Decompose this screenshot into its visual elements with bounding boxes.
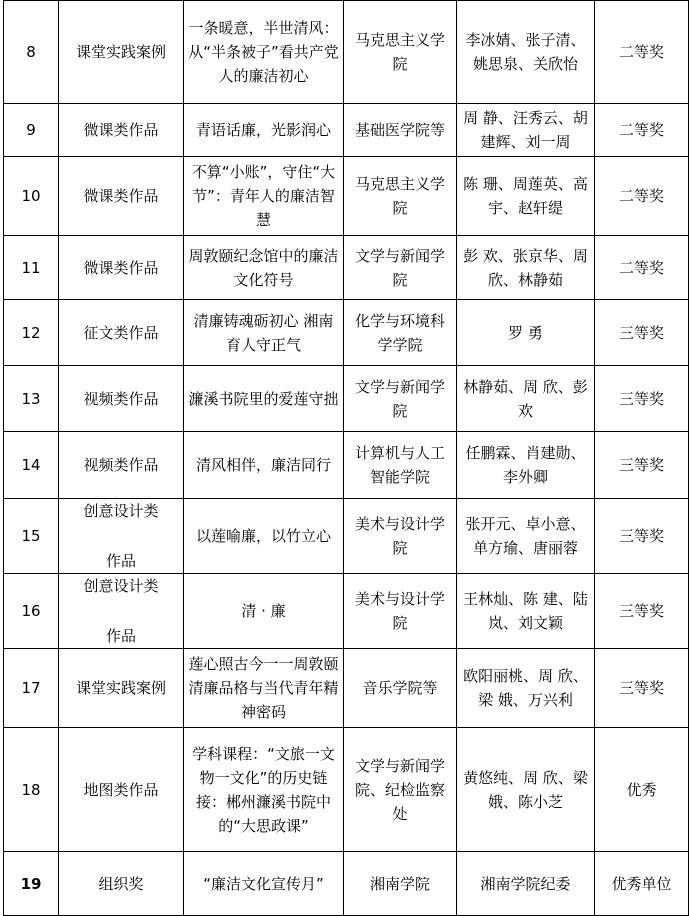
unit-cell: 音乐学院等 — [344, 649, 457, 728]
members-cell: 湘南学院纪委 — [457, 852, 595, 916]
category-cell: 课堂实践案例 — [59, 649, 184, 728]
table-row — [4, 852, 689, 916]
category-cell: 组织奖 — [59, 852, 184, 916]
category-line-1: 创意设计类 — [83, 577, 159, 595]
row-number: 13 — [4, 366, 59, 432]
title-cell: 清风相伴，廉洁同行 — [184, 432, 344, 499]
award-cell: 二等奖 — [595, 1, 689, 104]
award-cell: 三等奖 — [595, 300, 689, 366]
row-number: 9 — [4, 104, 59, 157]
members-cell: 黄悠纯、周 欣、梁 娥、陈小芝 — [457, 728, 595, 852]
table-row — [4, 366, 689, 432]
row-number: 12 — [4, 300, 59, 366]
unit-cell: 化学与环境科学学院 — [344, 300, 457, 366]
award-cell: 二等奖 — [595, 157, 689, 236]
award-cell: 二等奖 — [595, 104, 689, 157]
unit-cell: 湘南学院 — [344, 852, 457, 916]
row-number: 11 — [4, 236, 59, 300]
unit-cell: 美术与设计学院 — [344, 574, 457, 649]
category-cell: 视频类作品 — [59, 366, 184, 432]
table-row — [4, 499, 689, 574]
category-cell: 微课类作品 — [59, 236, 184, 300]
members-cell: 任鹏霖、肖建勋、李外卿 — [457, 432, 595, 499]
table-row — [4, 1, 689, 104]
row-number: 15 — [4, 499, 59, 574]
row-number: 14 — [4, 432, 59, 499]
table-row — [4, 728, 689, 852]
members-cell: 彭 欢、张京华、周 欣、林静茹 — [457, 236, 595, 300]
category-cell: 微课类作品 — [59, 157, 184, 236]
category-cell: 地图类作品 — [59, 728, 184, 852]
table-row — [4, 104, 689, 157]
award-cell: 二等奖 — [595, 236, 689, 300]
unit-cell: 文学与新闻学院 — [344, 366, 457, 432]
members-cell: 周 静、汪秀云、胡建辉、刘一周 — [457, 104, 595, 157]
title-cell: 不算“小账”，守住“大节”：青年人的廉洁智慧 — [184, 157, 344, 236]
category-cell: 课堂实践案例 — [59, 1, 184, 104]
row-number: 8 — [4, 1, 59, 104]
members-cell: 张开元、卓小意、单方瑜、唐丽蓉 — [457, 499, 595, 574]
category-cell: 征文类作品 — [59, 300, 184, 366]
category-cell — [59, 499, 184, 574]
category-line-2: 作品 — [105, 627, 136, 645]
members-cell: 王林灿、陈 建、陆 岚、刘文颖 — [457, 574, 595, 649]
row-number: 16 — [4, 574, 59, 649]
unit-cell: 马克思主义学院 — [344, 157, 457, 236]
award-cell: 优秀单位 — [595, 852, 689, 916]
members-cell: 欧阳丽桃、周 欣、梁 娥、万兴利 — [457, 649, 595, 728]
category-cell: 视频类作品 — [59, 432, 184, 499]
category-cell — [59, 574, 184, 649]
category-line-2: 作品 — [105, 552, 136, 570]
table-row — [4, 157, 689, 236]
unit-cell: 基础医学院等 — [344, 104, 457, 157]
title-cell: 周敦颐纪念馆中的廉洁文化符号 — [184, 236, 344, 300]
award-cell: 三等奖 — [595, 499, 689, 574]
members-cell: 林静茹、周 欣、彭 欢 — [457, 366, 595, 432]
title-cell: 莲心照古今一一周敦颐清廉品格与当代青年精神密码 — [184, 649, 344, 728]
title-cell: 以莲喻廉，以竹立心 — [184, 499, 344, 574]
title-cell: 清 · 廉 — [184, 574, 344, 649]
unit-cell: 马克思主义学院 — [344, 1, 457, 104]
unit-cell: 文学与新闻学院、纪检监察处 — [344, 728, 457, 852]
row-number: 10 — [4, 157, 59, 236]
title-cell: 学科课程：“文旅一文物一文化”的历史链接：郴州濂溪书院中的“大思政课” — [184, 728, 344, 852]
table-row — [4, 432, 689, 499]
members-cell: 李冰婧、张子清、姚思泉、关欣怡 — [457, 1, 595, 104]
unit-cell: 文学与新闻学院 — [344, 236, 457, 300]
unit-cell: 计算机与人工智能学院 — [344, 432, 457, 499]
members-cell: 陈 珊、周莲英、高 宇、赵轩缇 — [457, 157, 595, 236]
table-row — [4, 236, 689, 300]
award-cell: 三等奖 — [595, 432, 689, 499]
awards-table — [3, 0, 689, 916]
title-cell: “廉洁文化宣传月” — [184, 852, 344, 916]
award-cell: 优秀 — [595, 728, 689, 852]
table-row — [4, 300, 689, 366]
title-cell: 清廉铸魂砺初心 湘南育人守正气 — [184, 300, 344, 366]
table-row — [4, 649, 689, 728]
unit-cell: 美术与设计学院 — [344, 499, 457, 574]
award-cell: 三等奖 — [595, 649, 689, 728]
award-cell: 三等奖 — [595, 366, 689, 432]
row-number: 18 — [4, 728, 59, 852]
title-cell: 一条暖意，半世清风：从“半条被子”看共产党人的廉洁初心 — [184, 1, 344, 104]
row-number: 17 — [4, 649, 59, 728]
members-cell: 罗 勇 — [457, 300, 595, 366]
title-cell: 青语话廉，光影润心 — [184, 104, 344, 157]
award-cell: 三等奖 — [595, 574, 689, 649]
row-number: 19 — [4, 852, 59, 916]
category-line-1: 创意设计类 — [83, 502, 159, 520]
table-row — [4, 574, 689, 649]
category-cell: 微课类作品 — [59, 104, 184, 157]
title-cell: 濂溪书院里的爱莲守拙 — [184, 366, 344, 432]
